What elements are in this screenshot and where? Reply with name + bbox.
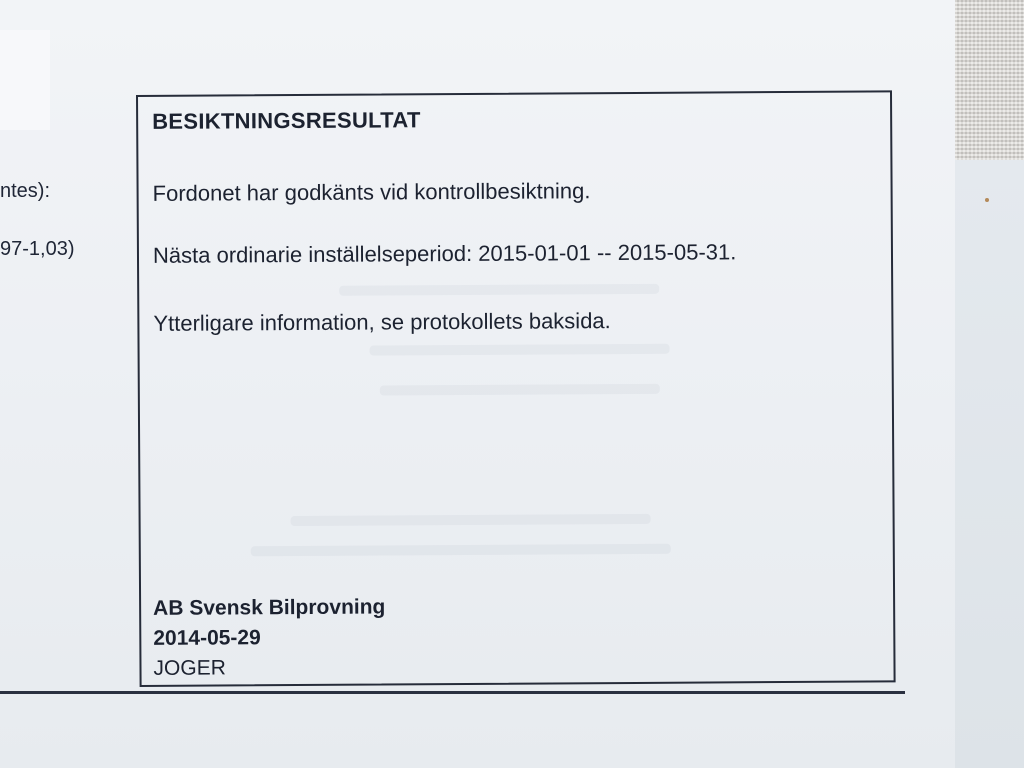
bleed-through-text	[380, 384, 660, 396]
next-inspection-period: Nästa ordinarie inställelseperiod: 2015-01-01 -- 2015-05-31.	[152, 239, 737, 268]
paper-fold	[0, 30, 50, 130]
cut-off-label: ntes):	[0, 180, 51, 202]
result-heading: BESIKTNINGSRESULTAT	[152, 107, 421, 134]
bleed-through-text	[370, 344, 670, 356]
approval-statement: Fordonet har godkänts vid kontrollbesiktning.	[152, 178, 591, 206]
inspector-signature: JOGER	[153, 656, 226, 680]
bleed-through-text	[251, 544, 671, 557]
background-fabric	[955, 0, 1024, 160]
inspection-result-box	[136, 90, 896, 687]
background-surface	[955, 160, 1024, 768]
bottom-divider	[0, 691, 905, 694]
bleed-through-text	[339, 284, 659, 296]
additional-info-note: Ytterligare information, se protokollets baksida.	[153, 308, 611, 336]
dust-speck	[985, 198, 989, 202]
bleed-through-text	[291, 514, 651, 526]
inspection-date: 2014-05-29	[153, 626, 261, 650]
cut-off-value: 97-1,03)	[0, 238, 75, 260]
inspection-company: AB Svensk Bilprovning	[153, 595, 386, 620]
